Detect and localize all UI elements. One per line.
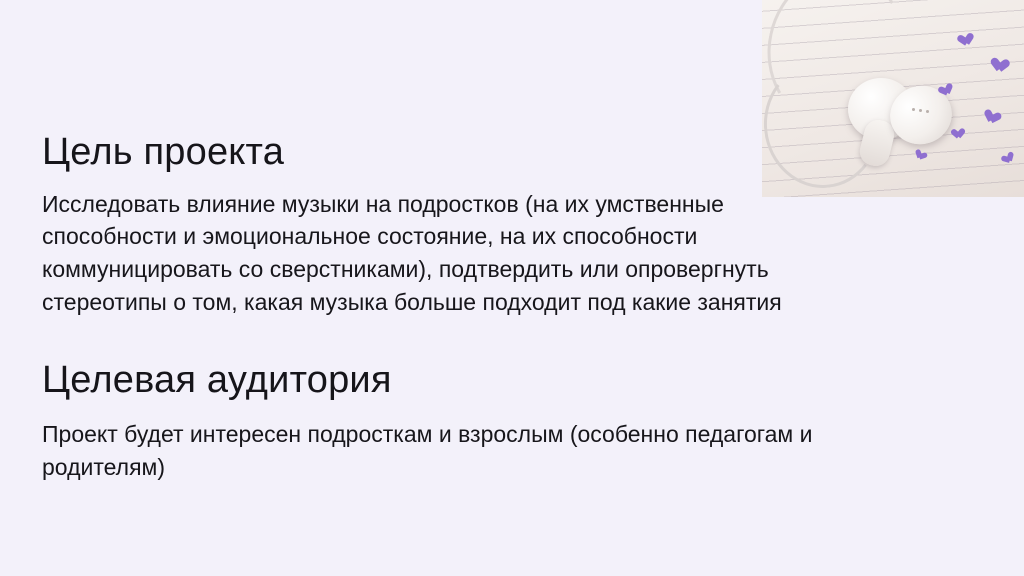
section-target-audience <box>42 360 872 483</box>
page-title: Цель проекта <box>42 131 285 173</box>
heart-confetti-icon <box>954 128 966 139</box>
target-audience-text: Проект будет интересен подросткам и взрослым (особенно педагогам и родителям) <box>42 421 813 480</box>
target-audience-title: Целевая аудитория <box>42 359 392 402</box>
slide-content <box>42 132 872 484</box>
heart-confetti-icon <box>993 58 1010 74</box>
earbud-speaker-dots <box>912 108 936 112</box>
project-goal-text: Исследовать влияние музыки на подростков (на их умственные способности и эмоциональное состояние, на их способности коммуницировать со сверстниками), подтвердить или опровергнуть стереотипы о том, какая музыка больше подходит под какие занятия <box>42 190 782 315</box>
section-project-goal <box>42 132 872 318</box>
